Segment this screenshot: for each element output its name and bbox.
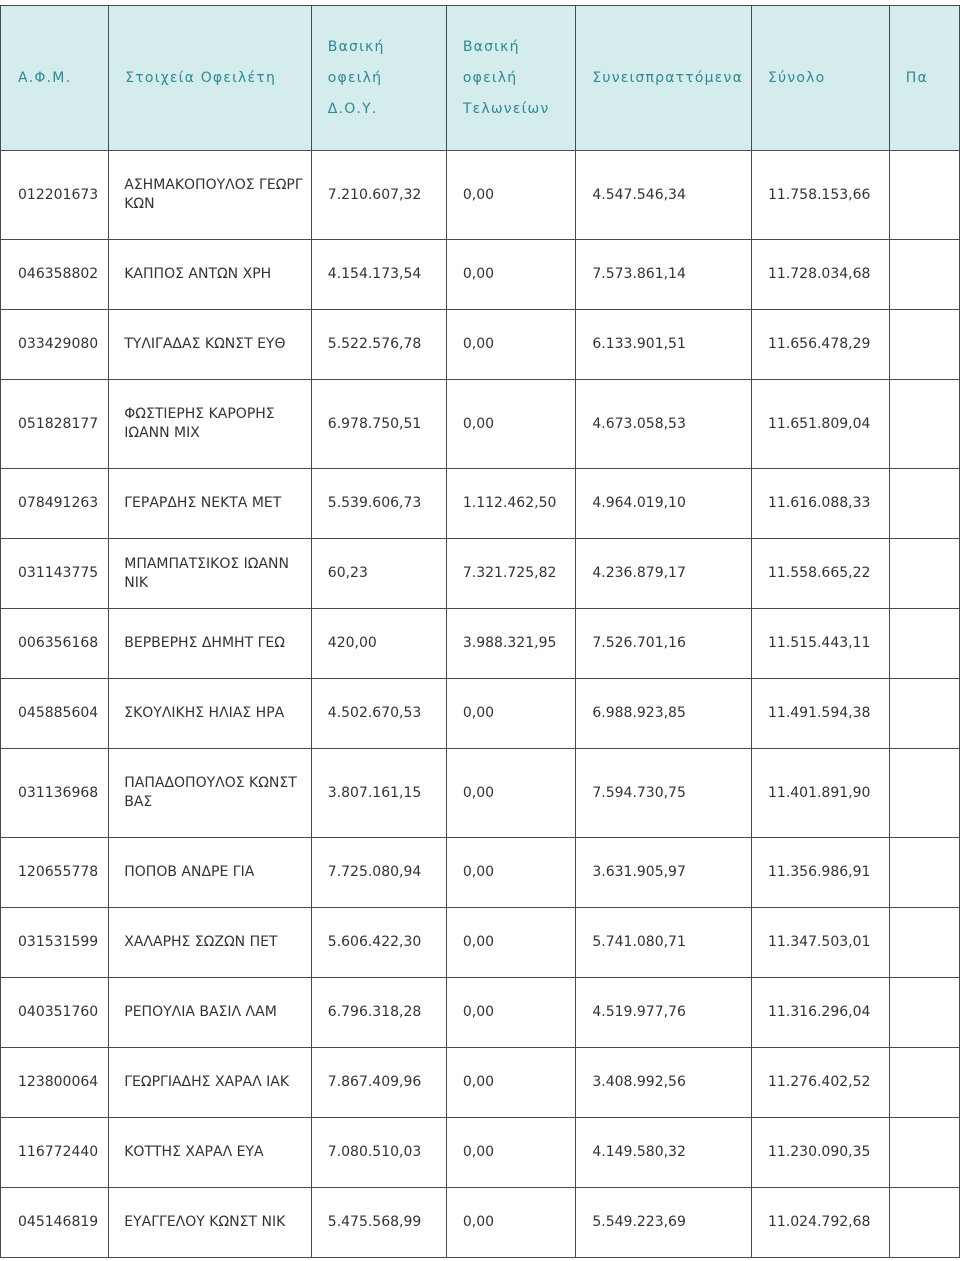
cell-basic-debt-doy: 4.154.173,54 — [311, 240, 446, 310]
cell-co-collected: 4.149.580,32 — [576, 1118, 752, 1188]
cell-total: 11.651.809,04 — [752, 380, 890, 469]
cell-afm: 078491263 — [1, 469, 109, 539]
table-row — [1, 749, 960, 838]
cell-debtor-name: ΕΥΑΓΓΕΛΟΥ ΚΩΝΣΤ ΝΙΚ — [109, 1188, 312, 1258]
cell-co-collected: 4.547.546,34 — [576, 151, 752, 240]
table-row — [1, 380, 960, 469]
cell-extra-empty — [889, 908, 959, 978]
cell-afm: 045885604 — [1, 679, 109, 749]
cell-basic-debt-customs: 0,00 — [446, 908, 575, 978]
table-row — [1, 151, 960, 240]
cell-extra-empty — [889, 609, 959, 679]
cell-basic-debt-customs: 0,00 — [446, 749, 575, 838]
cell-basic-debt-customs: 7.321.725,82 — [446, 539, 575, 609]
cell-basic-debt-doy: 4.502.670,53 — [311, 679, 446, 749]
cell-co-collected: 7.573.861,14 — [576, 240, 752, 310]
cell-extra-empty — [889, 679, 959, 749]
cell-co-collected: 7.526.701,16 — [576, 609, 752, 679]
cell-basic-debt-customs: 0,00 — [446, 679, 575, 749]
header-total: Σύνολο — [752, 6, 890, 151]
cell-basic-debt-customs: 0,00 — [446, 838, 575, 908]
cell-basic-debt-customs: 0,00 — [446, 240, 575, 310]
cell-co-collected: 7.594.730,75 — [576, 749, 752, 838]
cell-total: 11.024.792,68 — [752, 1188, 890, 1258]
cell-afm: 120655778 — [1, 838, 109, 908]
cell-co-collected: 3.631.905,97 — [576, 838, 752, 908]
header-co-collected: Συνεισπραττόμενα — [576, 6, 752, 151]
cell-extra-empty — [889, 469, 959, 539]
header-basic-debt-customs — [446, 6, 575, 151]
header-debtor-details: Στοιχεία Οφειλέτη — [109, 6, 312, 151]
cell-basic-debt-doy: 420,00 — [311, 609, 446, 679]
cell-basic-debt-doy: 5.539.606,73 — [311, 469, 446, 539]
cell-total: 11.558.665,22 — [752, 539, 890, 609]
cell-basic-debt-customs: 0,00 — [446, 380, 575, 469]
header-tel-line-2: οφειλή — [462, 69, 518, 86]
table-header — [1, 6, 960, 151]
cell-debtor-name: ΓΕΡΑΡΔΗΣ ΝΕΚΤΑ ΜΕΤ — [109, 469, 312, 539]
cell-basic-debt-doy: 5.606.422,30 — [311, 908, 446, 978]
table-row — [1, 539, 960, 609]
cell-co-collected: 6.133.901,51 — [576, 310, 752, 380]
cell-debtor-name: ΑΣΗΜΑΚΟΠΟΥΛΟΣ ΓΕΩΡΓ ΚΩΝ — [109, 151, 312, 240]
cell-debtor-name: ΠΑΠΑΔΟΠΟΥΛΟΣ ΚΩΝΣΤ ΒΑΣ — [109, 749, 312, 838]
cell-debtor-name: ΚΑΠΠΟΣ ΑΝΤΩΝ ΧΡΗ — [109, 240, 312, 310]
cell-afm: 031531599 — [1, 908, 109, 978]
cell-extra-empty — [889, 240, 959, 310]
cell-afm: 033429080 — [1, 310, 109, 380]
cell-co-collected: 5.549.223,69 — [576, 1188, 752, 1258]
cell-afm: 116772440 — [1, 1118, 109, 1188]
cell-basic-debt-customs: 0,00 — [446, 978, 575, 1048]
cell-extra-empty — [889, 310, 959, 380]
cell-co-collected: 4.519.977,76 — [576, 978, 752, 1048]
cell-extra-empty — [889, 539, 959, 609]
cell-basic-debt-doy: 7.080.510,03 — [311, 1118, 446, 1188]
cell-co-collected: 4.673.058,53 — [576, 380, 752, 469]
cell-total: 11.230.090,35 — [752, 1118, 890, 1188]
cell-debtor-name: ΤΥΛΙΓΑΔΑΣ ΚΩΝΣΤ ΕΥΘ — [109, 310, 312, 380]
cell-afm: 051828177 — [1, 380, 109, 469]
cell-afm: 040351760 — [1, 978, 109, 1048]
table-row — [1, 310, 960, 380]
cell-extra-empty — [889, 749, 959, 838]
header-doy-line-2: οφειλή — [327, 69, 383, 86]
cell-basic-debt-customs: 0,00 — [446, 1048, 575, 1118]
table-body — [1, 151, 960, 1258]
cell-total: 11.356.986,91 — [752, 838, 890, 908]
cell-basic-debt-customs: 0,00 — [446, 151, 575, 240]
cell-basic-debt-customs: 3.988.321,95 — [446, 609, 575, 679]
cell-debtor-name: ΧΑΛΑΡΗΣ ΣΩΖΩΝ ΠΕΤ — [109, 908, 312, 978]
table-row — [1, 609, 960, 679]
debtors-table — [0, 5, 960, 1258]
table-row — [1, 1118, 960, 1188]
header-tel-line-1: Βασική — [462, 38, 520, 55]
cell-extra-empty — [889, 380, 959, 469]
header-basic-debt-doy — [311, 6, 446, 151]
header-tel-line-3: Τελωνείων — [462, 100, 550, 117]
cell-total: 11.758.153,66 — [752, 151, 890, 240]
cell-total: 11.656.478,29 — [752, 310, 890, 380]
cell-debtor-name: ΣΚΟΥΛΙΚΗΣ ΗΛΙΑΣ ΗΡΑ — [109, 679, 312, 749]
cell-basic-debt-doy: 6.796.318,28 — [311, 978, 446, 1048]
cell-total: 11.515.443,11 — [752, 609, 890, 679]
cell-debtor-name: ΠΟΠΟΒ ΑΝΔΡΕ ΓΙΑ — [109, 838, 312, 908]
cell-extra-empty — [889, 978, 959, 1048]
table-row — [1, 978, 960, 1048]
cell-total: 11.728.034,68 — [752, 240, 890, 310]
cell-afm: 045146819 — [1, 1188, 109, 1258]
cell-debtor-name: ΒΕΡΒΕΡΗΣ ΔΗΜΗΤ ΓΕΩ — [109, 609, 312, 679]
cell-total: 11.316.296,04 — [752, 978, 890, 1048]
cell-co-collected: 3.408.992,56 — [576, 1048, 752, 1118]
cell-basic-debt-doy: 60,23 — [311, 539, 446, 609]
cell-afm: 031143775 — [1, 539, 109, 609]
table-row — [1, 1188, 960, 1258]
table-row — [1, 240, 960, 310]
cell-basic-debt-customs: 0,00 — [446, 310, 575, 380]
cell-extra-empty — [889, 1048, 959, 1118]
cell-total: 11.616.088,33 — [752, 469, 890, 539]
cell-afm: 046358802 — [1, 240, 109, 310]
cell-basic-debt-doy: 7.725.080,94 — [311, 838, 446, 908]
cell-extra-empty — [889, 1188, 959, 1258]
table-row — [1, 908, 960, 978]
cell-basic-debt-customs: 1.112.462,50 — [446, 469, 575, 539]
cell-co-collected: 6.988.923,85 — [576, 679, 752, 749]
cell-co-collected: 4.236.879,17 — [576, 539, 752, 609]
cell-total: 11.347.503,01 — [752, 908, 890, 978]
cell-total: 11.276.402,52 — [752, 1048, 890, 1118]
cell-afm: 031136968 — [1, 749, 109, 838]
cell-extra-empty — [889, 838, 959, 908]
cell-extra-empty — [889, 1118, 959, 1188]
table-row — [1, 679, 960, 749]
header-row — [1, 6, 960, 151]
header-extra-cut-off: Πα — [889, 6, 959, 151]
header-doy-line-1: Βασική — [327, 38, 385, 55]
cell-afm: 006356168 — [1, 609, 109, 679]
cell-co-collected: 4.964.019,10 — [576, 469, 752, 539]
cell-afm: 123800064 — [1, 1048, 109, 1118]
cell-afm: 012201673 — [1, 151, 109, 240]
cell-co-collected: 5.741.080,71 — [576, 908, 752, 978]
cell-extra-empty — [889, 151, 959, 240]
cell-basic-debt-customs: 0,00 — [446, 1188, 575, 1258]
cell-basic-debt-doy: 5.475.568,99 — [311, 1188, 446, 1258]
cell-debtor-name: ΜΠΑΜΠΑΤΣΙΚΟΣ ΙΩΑΝΝ ΝΙΚ — [109, 539, 312, 609]
cell-basic-debt-doy: 5.522.576,78 — [311, 310, 446, 380]
cell-basic-debt-doy: 7.867.409,96 — [311, 1048, 446, 1118]
cell-debtor-name: ΡΕΠΟΥΛΙΑ ΒΑΣΙΛ ΛΑΜ — [109, 978, 312, 1048]
table-row — [1, 838, 960, 908]
cell-basic-debt-customs: 0,00 — [446, 1118, 575, 1188]
header-doy-line-3: Δ.Ο.Υ. — [327, 100, 378, 117]
cell-debtor-name: ΓΕΩΡΓΙΑΔΗΣ ΧΑΡΑΛ ΙΑΚ — [109, 1048, 312, 1118]
cell-debtor-name: ΦΩΣΤΙΕΡΗΣ ΚΑΡΟΡΗΣ ΙΩΑΝΝ ΜΙΧ — [109, 380, 312, 469]
header-afm: Α.Φ.Μ. — [1, 6, 109, 151]
table-row — [1, 1048, 960, 1118]
cell-debtor-name: ΚΟΤΤΗΣ ΧΑΡΑΛ ΕΥΑ — [109, 1118, 312, 1188]
cell-basic-debt-doy: 6.978.750,51 — [311, 380, 446, 469]
cell-basic-debt-doy: 7.210.607,32 — [311, 151, 446, 240]
cell-total: 11.491.594,38 — [752, 679, 890, 749]
cell-total: 11.401.891,90 — [752, 749, 890, 838]
cell-basic-debt-doy: 3.807.161,15 — [311, 749, 446, 838]
table-row — [1, 469, 960, 539]
